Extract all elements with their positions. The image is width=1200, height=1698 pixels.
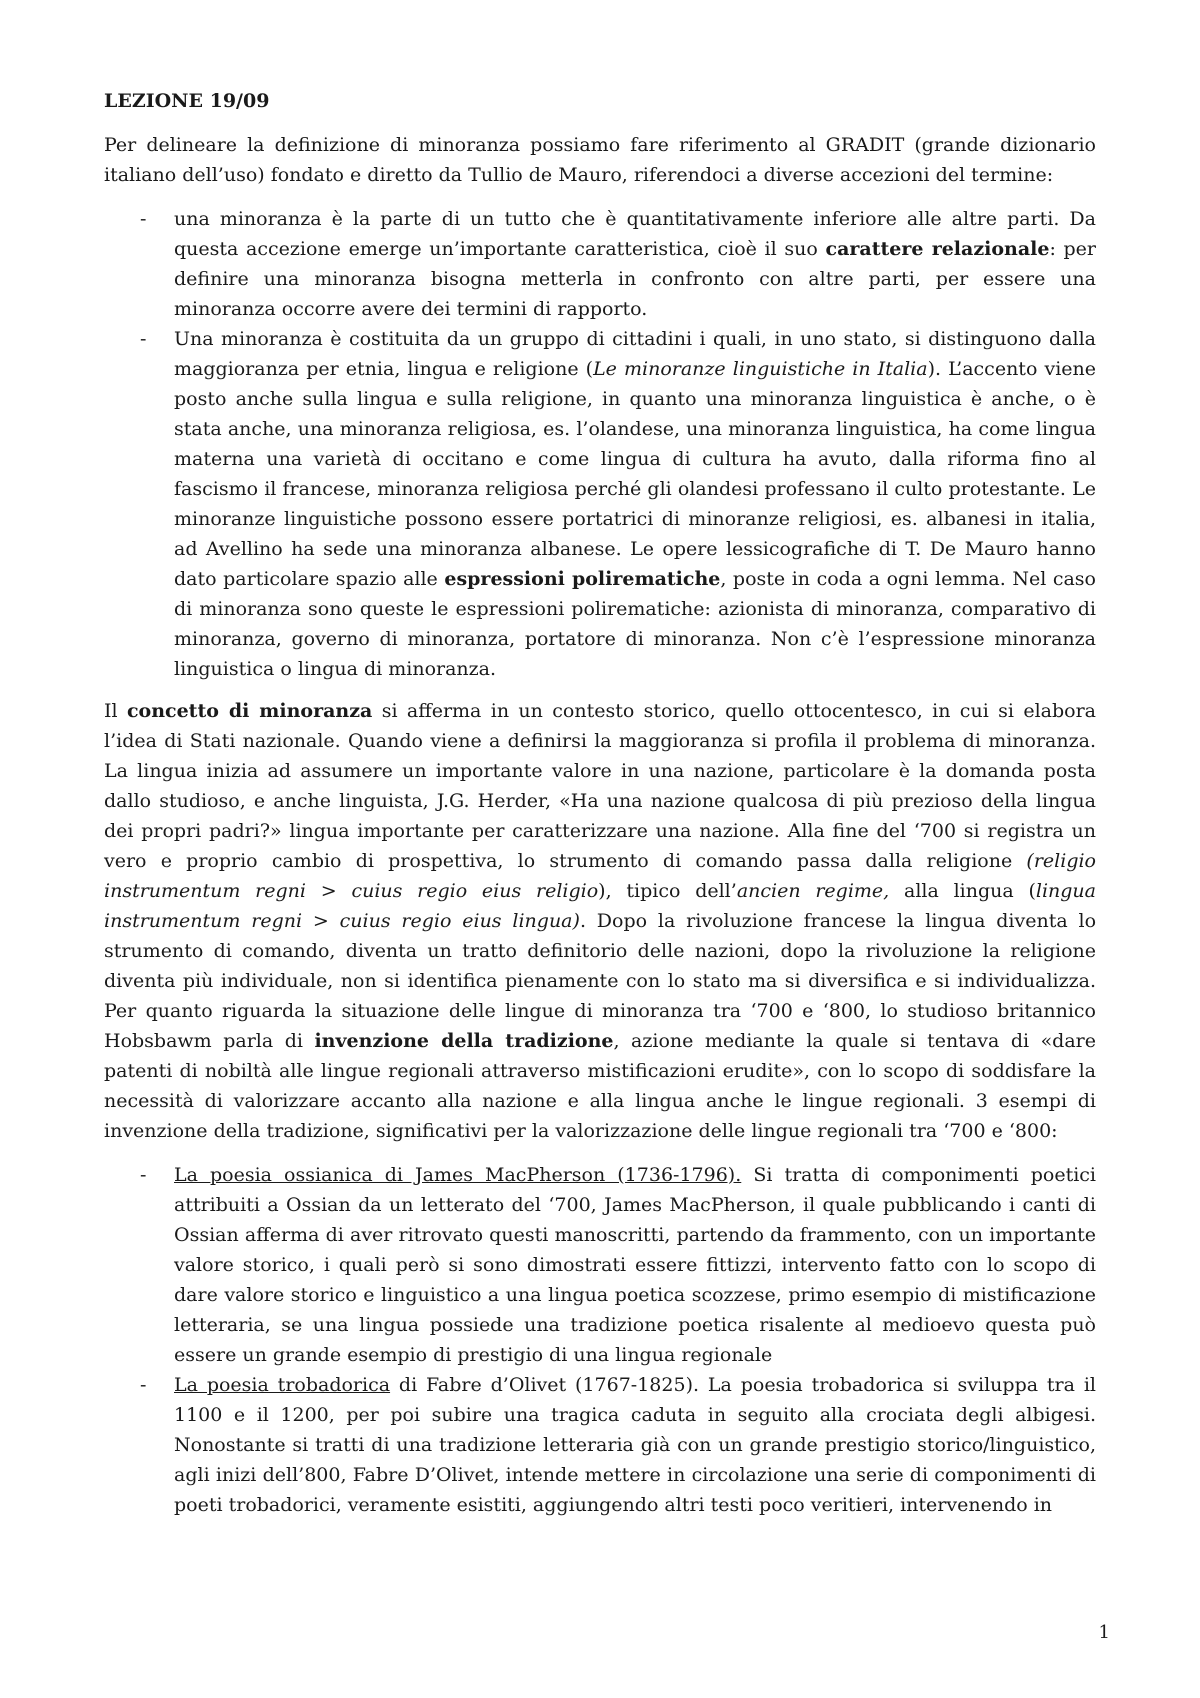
definitions-list [104,204,1096,684]
text-run: di Fabre d’Olivet (1767-1825). La poesia trobadorica si sviluppa tra il 1100 e il 1200, per poi subire una tragica caduta in seguito alla crociata degli albigesi. Nonostante si tratti di una tradizione letteraria già con un grande prestigio storico/linguistico, agli inizi dell’800, Fabre D’Olivet, intende mettere in circolazione una serie di componimenti di poeti trobadorici, veramente esistiti, aggiungendo altri testi poco veritieri, intervenendo in [174,1374,1096,1516]
text-run: . Dopo la rivoluzione francese la lingua diventa lo strumento di comando, diventa un tratto definitorio delle nazioni, dopo la rivoluzione la religione diventa più individuale, non si identifica pienamente con lo stato ma si diversifica e si individualizza. Per quanto riguarda la situazione delle lingue di minoranza tra ‘700 e ‘800, lo studioso britannico Hobsbawm parla di [104,910,1097,1052]
list-item [104,1370,1096,1520]
text-run: Una minoranza è costituita da un gruppo di cittadini i quali, in uno stato, si distinguono dalla maggioranza per etnia, lingua e religione ( [174,328,1096,380]
italic-phrase: (religio instrumentum regni > cuius regio eius religio [104,850,1096,902]
page-number: 1 [1098,1622,1110,1643]
italic-phrase: lingua instrumentum regni > cuius regio eius lingua) [104,880,1096,932]
text-run: Si tratta di componimenti poetici attribuiti a Ossian da un letterato del ‘700, James MacPherson, il quale pubblicando i canti di Ossian afferma di aver ritrovato questi manoscritti, partendo da frammento, con un importante valore storico, i quali però si sono dimostrati essere fittizzi, intervento fatto con lo scopo di dare valore storico e linguistico a una lingua poetica scozzese, primo esempio di mistificazione letteraria, se una lingua possiede una tradizione poetica risalente al medioevo questa può essere un grande esempio di prestigio di una lingua regionale [174,1164,1096,1366]
examples-list [104,1160,1096,1520]
italic-title: Le minoranze linguistiche in Italia [593,358,928,380]
text-run: si afferma in un contesto storico, quello ottocentesco, in cui si elabora l’idea di Stati nazionale. Quando viene a definirsi la maggioranza si profila il problema di minoranza. La lingua inizia ad assumere un importante valore in una nazione, particolare è la domanda posta dallo studioso, e anche linguista, J.G. Herder, «Ha una nazione qualcosa di più prezioso della lingua dei propri padri?» lingua importante per caratterizzare una nazione. Alla fine del ‘700 si registra un vero e proprio cambio di prospettiva, lo strumento di comando passa dalla religione [104,700,1096,872]
text-run: : per definire una minoranza bisogna metterla in confronto con altre parti, per essere una minoranza occorre avere dei termini di rapporto. [174,238,1097,320]
page-title: LEZIONE 19/09 [104,90,270,112]
text-run: ). L’accento viene posto anche sulla lingua e sulla religione, in quanto una minoranza linguistica è anche, o è stata anche, una minoranza religiosa, es. l’olandese, una minoranza linguistica, ha come lingua materna una varietà di occitano e come lingua di cultura ha avuto, dalla riforma fino al fascismo il francese, minoranza religiosa perché gli olandesi professano il culto protestante. Le minoranze linguistiche possono essere portatrici di minoranze religiosi, es. albanesi in italia, ad Avellino ha sede una minoranza albanese. Le opere lessicografiche di T. De Mauro hanno dato particolare spazio alle [174,358,1096,590]
list-item [104,1160,1096,1370]
list-item [104,204,1096,324]
bold-term: espressioni polirematiche [444,568,721,590]
list-item [104,324,1096,684]
bold-term: invenzione della tradizione [314,1030,614,1052]
intro-text: Per delineare la definizione di minoranza possiamo fare riferimento al GRADIT (grande dizionario italiano dell’uso) fondato e diretto da Tullio de Mauro, riferendoci a diverse accezioni del termine: [104,134,1096,186]
text-run: alla lingua ( [889,880,1036,902]
text-run: Il [104,700,127,722]
page-content [104,86,1096,1532]
text-run: ), tipico dell’ [598,880,737,902]
text-run: una minoranza è la parte di un tutto che è quantitativamente inferiore alle altre parti. Da questa accezione emerge un’importante caratteristica, cioè il suo [174,208,1096,260]
underlined-heading: La poesia ossianica di James MacPherson (1736-1796). [174,1164,742,1186]
minority-concept-paragraph [104,696,1096,1146]
italic-phrase: ancien regime, [736,880,890,902]
intro-paragraph [104,130,1096,190]
text-run: , azione mediante la quale si tentava di «dare patenti di nobiltà alle lingue regionali attraverso mistificazioni erudite», con lo scopo di soddisfare la necessità di valorizzare accanto alla nazione e alla lingua anche le lingue regionali. 3 esempi di invenzione della tradizione, significativi per la valorizzazione delle lingue regionali tra ‘700 e ‘800: [104,1030,1097,1142]
bold-term: concetto di minoranza [126,700,373,722]
bold-term: carattere relazionale [825,238,1050,260]
text-run: , poste in coda a ogni lemma. Nel caso di minoranza sono queste le espressioni polirematiche: azionista di minoranza, comparativo di minoranza, governo di minoranza, portatore di minoranza. Non c’è l’espressione minoranza linguistica o lingua di minoranza. [174,568,1096,680]
underlined-heading: La poesia trobadorica [174,1374,391,1396]
